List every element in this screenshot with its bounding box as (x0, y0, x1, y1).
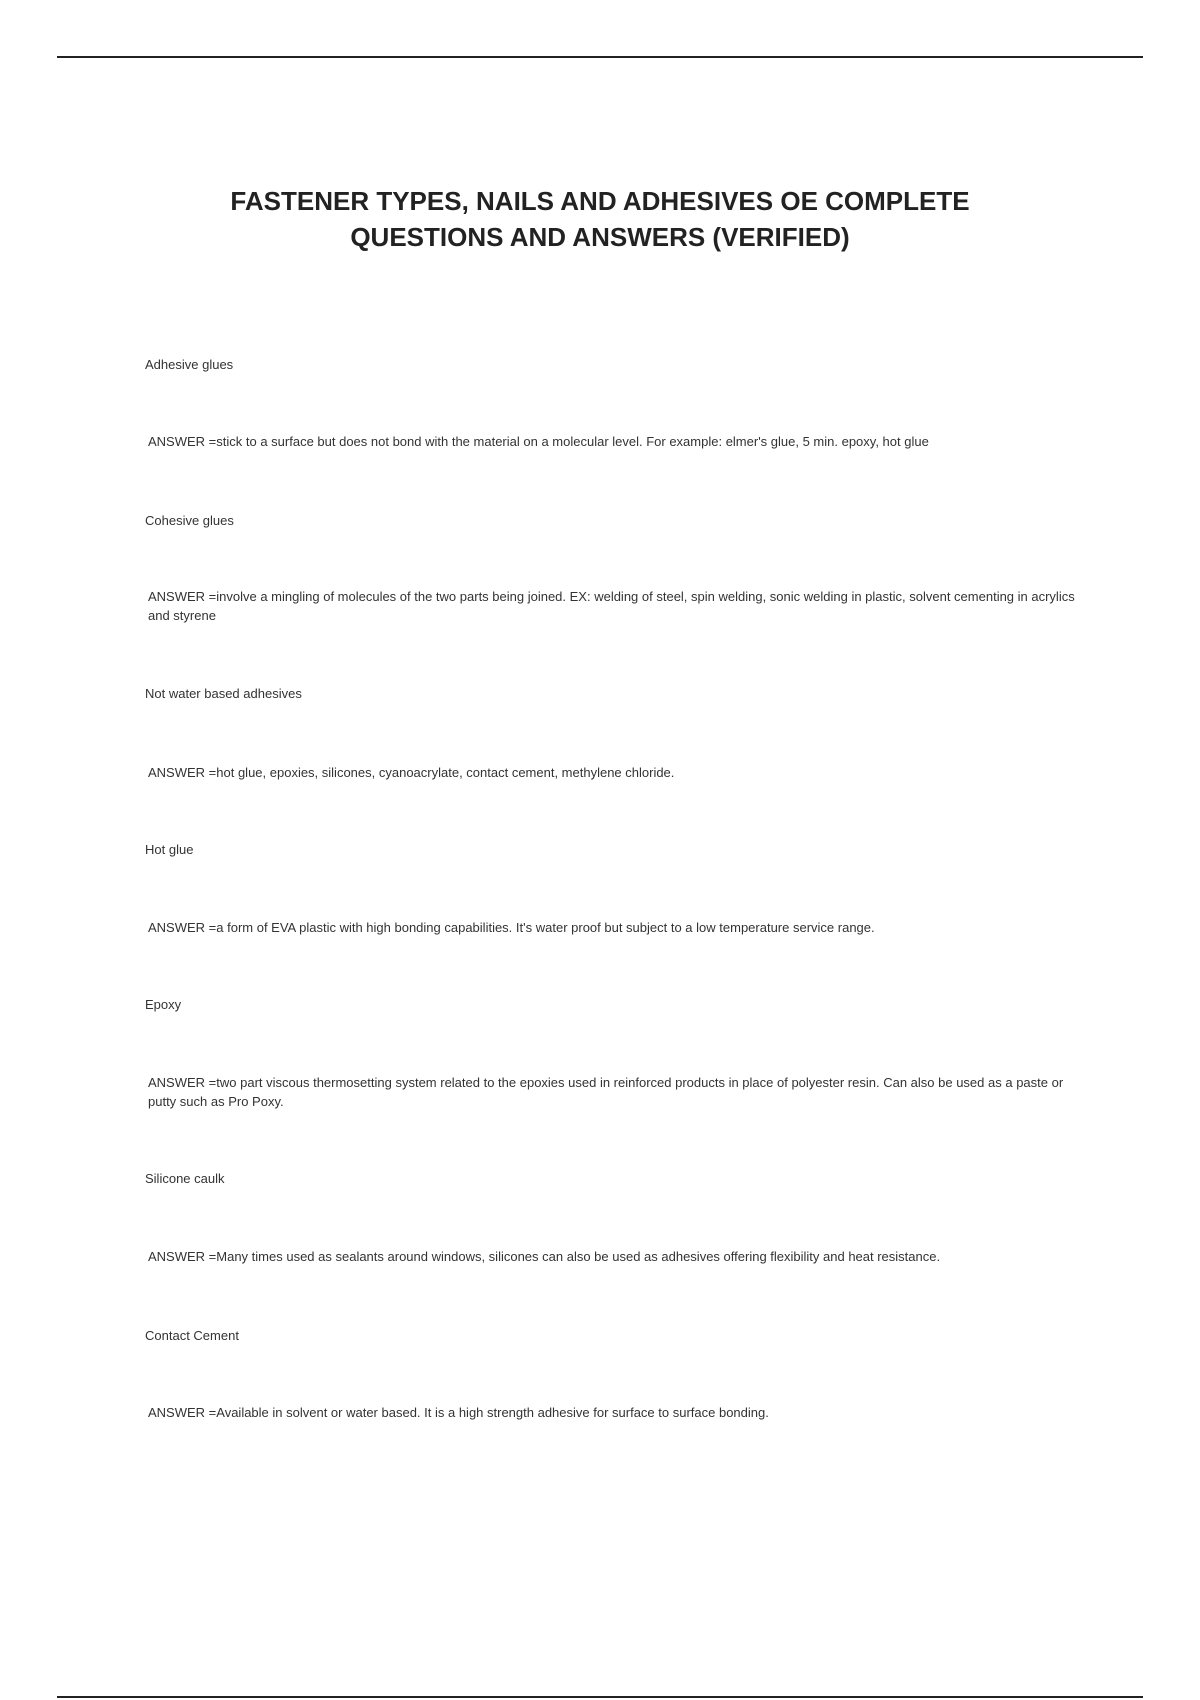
qa-item-3 (145, 684, 1090, 703)
question-term: Epoxy (145, 997, 182, 1012)
qa-item-7 (145, 1326, 1090, 1345)
bottom-divider (57, 1696, 1143, 1698)
answer-text: ANSWER =Available in solvent or water based. It is a high strength adhesive for surface to surface bonding. (148, 1405, 769, 1420)
qa-answer-6 (145, 1247, 1090, 1266)
question-term: Adhesive glues (145, 357, 234, 372)
question-term: Silicone caulk (145, 1171, 225, 1186)
answer-text: ANSWER =Many times used as sealants around windows, silicones can also be used as adhesives offering flexibility and heat resistance. (148, 1249, 941, 1264)
qa-item-6 (145, 1169, 1090, 1188)
qa-answer-7 (145, 1403, 1090, 1422)
qa-item-2 (145, 511, 1090, 530)
answer-text: ANSWER =a form of EVA plastic with high bonding capabilities. It's water proof but subject to a low temperature service range. (148, 920, 875, 935)
qa-answer-4 (145, 918, 1090, 937)
top-divider (57, 56, 1143, 58)
title-line-1: FASTENER TYPES, NAILS AND ADHESIVES OE COMPLETE (230, 186, 970, 216)
document-title (100, 183, 1100, 255)
answer-text: ANSWER =two part viscous thermosetting system related to the epoxies used in reinforced products in place of polyester resin. Can also be used as a paste or putty such as Pro Poxy. (148, 1075, 1064, 1109)
question-term: Hot glue (145, 842, 194, 857)
qa-answer-1 (145, 432, 1090, 451)
question-term: Cohesive glues (145, 513, 234, 528)
qa-answer-3 (145, 763, 1090, 782)
qa-item-1 (145, 355, 1090, 374)
answer-text: ANSWER =hot glue, epoxies, silicones, cyanoacrylate, contact cement, methylene chloride. (148, 765, 675, 780)
qa-answer-5 (145, 1073, 1090, 1111)
answer-text: ANSWER =stick to a surface but does not bond with the material on a molecular level. For example: elmer's glue, 5 min. epoxy, hot glue (148, 434, 929, 449)
title-line-2: QUESTIONS AND ANSWERS (VERIFIED) (350, 222, 850, 252)
qa-answer-2 (145, 587, 1090, 625)
question-term: Not water based adhesives (145, 686, 302, 701)
qa-item-4 (145, 840, 1090, 859)
question-term: Contact Cement (145, 1328, 239, 1343)
answer-text: ANSWER =involve a mingling of molecules of the two parts being joined. EX: welding of steel, spin welding, sonic welding in plastic, solvent cementing in acrylics and styrene (148, 589, 1075, 623)
qa-item-5 (145, 995, 1090, 1014)
